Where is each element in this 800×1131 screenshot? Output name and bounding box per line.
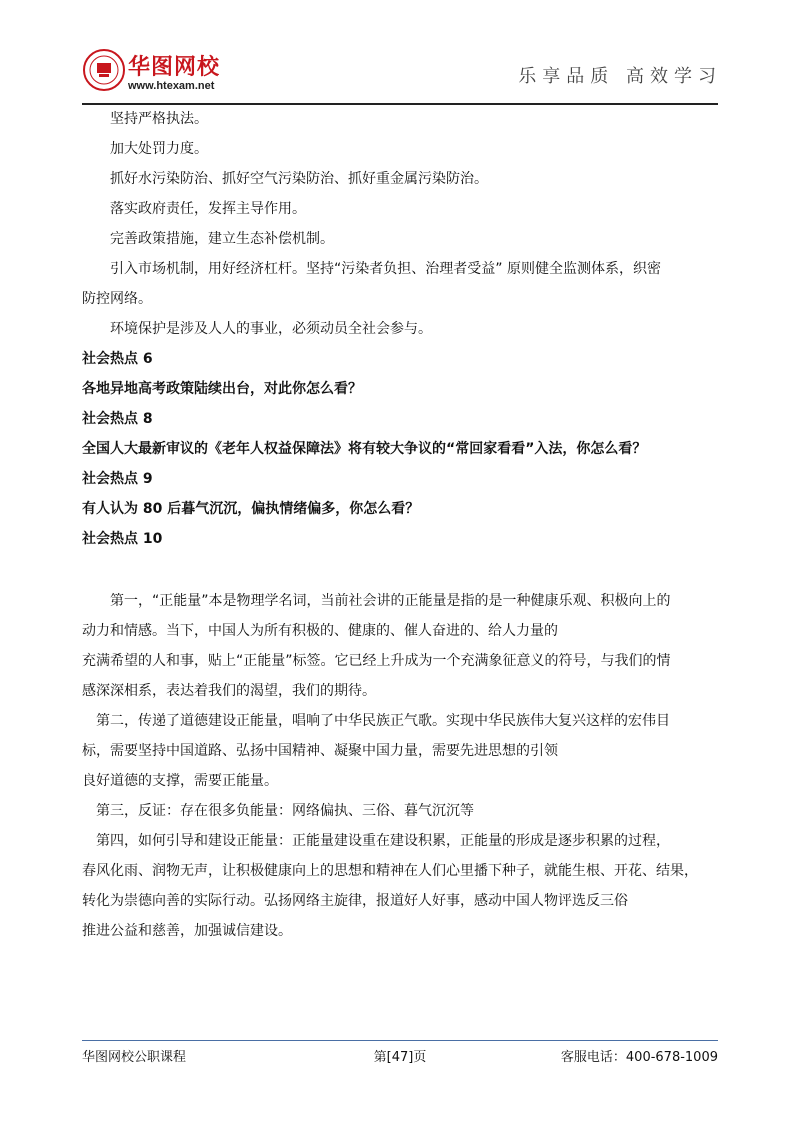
hotspot-6-title: 社会热点 6 [82,351,153,367]
body-line: 防控网络。 [82,291,152,307]
paragraph-1-line: 感深深相系，表达着我们的渴望，我们的期待。 [82,683,376,699]
hotspot-8-title: 社会热点 8 [82,411,153,427]
page-number: 第[47]页 [373,1050,427,1065]
hotspot-9-title: 社会热点 9 [82,471,153,487]
body-line: 引入市场机制，用好经济杠杆。坚持“污染者负担、治理者受益” 原则健全监测体系，织密 [110,261,661,277]
page-header [0,0,800,108]
logo-seal-icon [82,48,126,92]
paragraph-3: 第三，反证：存在很多负能量：网络偏执、三俗、暮气沉沉等 [96,803,474,819]
footer-divider [82,1040,718,1041]
paragraph-4-line: 第四，如何引导和建设正能量：正能量建设重在建设积累，正能量的形成是逐步积累的过程， [96,833,670,849]
hotspot-9-question: 有人认为 80 后暮气沉沉，偏执情绪偏多，你怎么看？ [82,501,420,517]
document-body [82,104,718,946]
header-slogan: 乐享品质 高效学习 [518,66,722,87]
body-line: 坚持严格执法。 [110,111,208,127]
paragraph-1-line: 充满希望的人和事，贴上“正能量”标签。它已经上升成为一个充满象征意义的符号，与我们的情 [82,653,671,669]
section-spacer [82,554,718,586]
paragraph-4-line: 转化为崇德向善的实际行动。弘扬网络主旋律，报道好人好事，感动中国人物评选反三俗 [82,893,628,909]
paragraph-4-line: 春风化雨、润物无声，让积极健康向上的思想和精神在人们心里播下种子，就能生根、开花、结果， [82,863,698,879]
body-line: 加大处罚力度。 [110,141,208,157]
body-line: 环境保护是涉及人人的事业，必须动员全社会参与。 [110,321,432,337]
hotspot-6-question: 各地异地高考政策陆续出台，对此你怎么看？ [82,381,362,397]
brand-logo[interactable] [82,48,232,98]
footer-service-phone: 客服电话：400-678-1009 [560,1050,718,1065]
body-line: 完善政策措施，建立生态补偿机制。 [110,231,334,247]
hotspot-8-question: 全国人大最新审议的《老年人权益保障法》将有较大争议的“常回家看看”入法，你怎么看？ [82,441,647,457]
paragraph-2-line: 第二，传递了道德建设正能量，唱响了中华民族正气歌。实现中华民族伟大复兴这样的宏伟目 [96,713,670,729]
body-line: 落实政府责任，发挥主导作用。 [110,201,306,217]
paragraph-1-line: 动力和情感。当下，中国人为所有积极的、健康的、催人奋进的、给人力量的 [82,623,558,639]
paragraph-4-line: 推进公益和慈善，加强诚信建设。 [82,923,292,939]
body-line: 抓好水污染防治、抓好空气污染防治、抓好重金属污染防治。 [110,171,488,187]
paragraph-1-line: 第一，“正能量”本是物理学名词，当前社会讲的正能量是指的是一种健康乐观、积极向上的 [110,593,671,609]
footer-course-name: 华图网校公职课程 [82,1050,187,1065]
logo-text: 华图网校 [128,55,221,80]
logo-url: www.htexam.net [128,80,215,92]
hotspot-10-title: 社会热点 10 [82,531,163,547]
paragraph-2-line: 标，需要坚持中国道路、弘扬中国精神、凝聚中国力量，需要先进思想的引领 [82,743,558,759]
paragraph-2-line: 良好道德的支撑，需要正能量。 [82,773,278,789]
